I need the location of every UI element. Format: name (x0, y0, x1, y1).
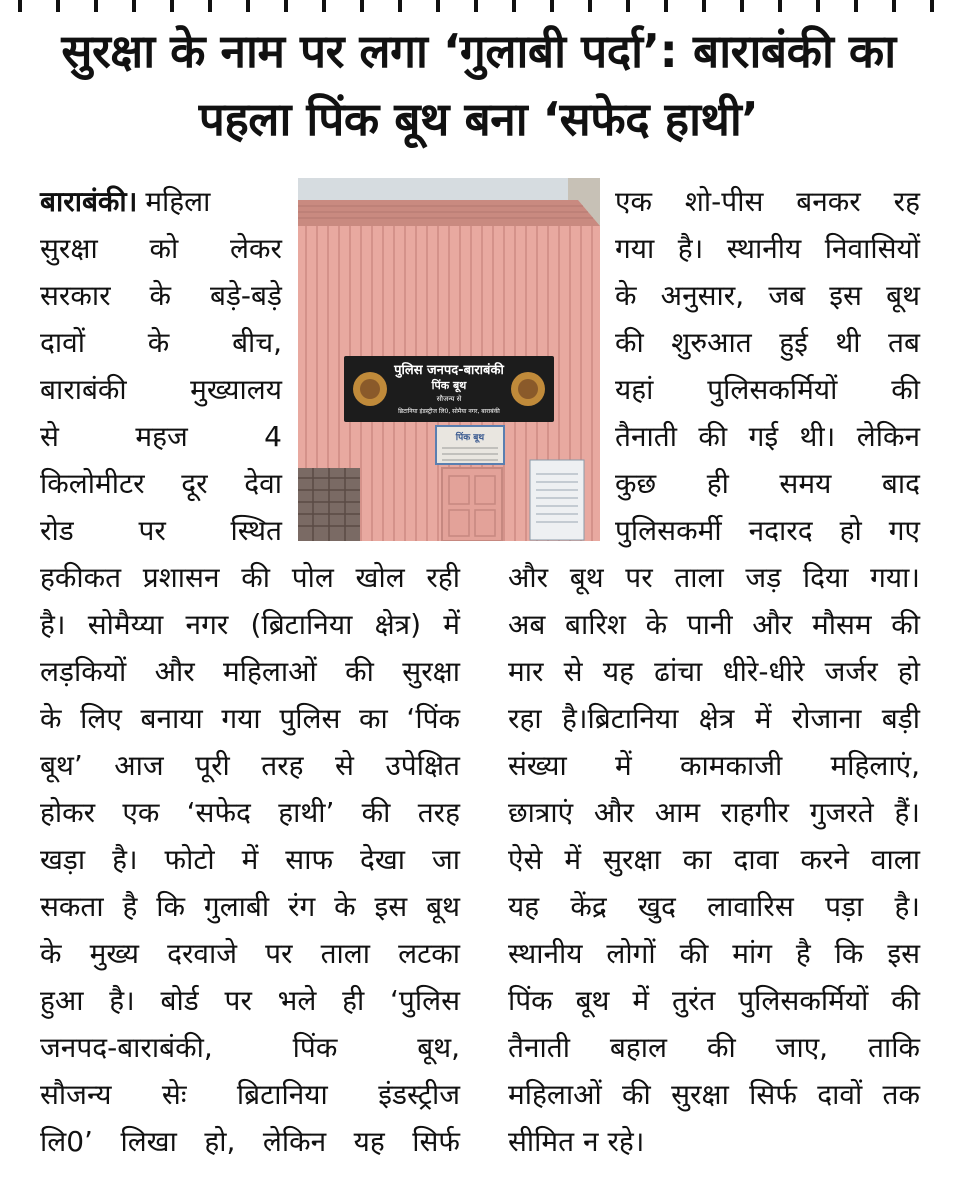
article-line (40, 836, 460, 883)
article-line (40, 413, 282, 460)
article-line (40, 742, 460, 789)
article-line (508, 1118, 920, 1165)
article-line (40, 601, 460, 648)
article-line (508, 601, 920, 648)
article-line (40, 883, 460, 930)
article-line (40, 319, 282, 366)
article-line-text: पुलिसकर्मी नदारद हो गए (615, 514, 920, 547)
article-line (508, 930, 920, 977)
border-tick (664, 0, 668, 12)
article-line-text: सरकार के बड़े-बड़े (40, 279, 282, 312)
article-line (508, 695, 920, 742)
article-line-text: बाराबंकी मुख्यालय (40, 373, 282, 406)
article-line (40, 272, 282, 319)
article-line (40, 1118, 460, 1165)
article-line (40, 695, 460, 742)
article-line-text: हुआ है। बोर्ड पर भले ही ‘पुलिस (40, 984, 460, 1017)
article-line-text: सुरक्षा को लेकर (40, 232, 282, 265)
article-line (40, 648, 460, 695)
article-line (615, 225, 920, 272)
article-line-text: सौजन्य सेः ब्रिटानिया इंडस्ट्रीज (40, 1078, 460, 1111)
article-line (615, 319, 920, 366)
sign-text-2: पिंक बूथ (431, 379, 467, 392)
border-tick (18, 0, 22, 12)
border-tick (892, 0, 896, 12)
article-line (508, 836, 920, 883)
border-tick (360, 0, 364, 12)
article-line (508, 554, 920, 601)
article-line (508, 1024, 920, 1071)
article-line (615, 366, 920, 413)
article-line-text: होकर एक ‘सफेद हाथी’ की तरह (40, 796, 460, 829)
border-tick (322, 0, 326, 12)
border-tick (436, 0, 440, 12)
page-top-border (0, 0, 957, 18)
door-notice-text: पिंक बूथ (455, 433, 485, 443)
border-tick (398, 0, 402, 12)
article-line-text: तैनाती बहाल की जाए, ताकि (508, 1031, 920, 1064)
article-line-text: एक शो-पीस बनकर रह (615, 185, 920, 218)
article-line-text: छात्राएं और आम राहगीर गुजरते हैं। (508, 796, 920, 829)
door-notice (436, 426, 504, 464)
article-line-text: के मुख्य दरवाजे पर ताला लटका (40, 937, 460, 970)
border-tick (550, 0, 554, 12)
border-tick (930, 0, 934, 12)
article-line (615, 460, 920, 507)
article-line-text: लड़कियों और महिलाओं की सुरक्षा (40, 655, 460, 688)
border-tick (512, 0, 516, 12)
article-line (508, 648, 920, 695)
article-line (508, 883, 920, 930)
border-tick (816, 0, 820, 12)
article-line (40, 789, 460, 836)
article-line-text: रोड पर स्थित (40, 514, 282, 547)
article-line-text: जनपद-बाराबंकी, पिंक बूथ, (40, 1031, 460, 1064)
article-line (40, 507, 282, 554)
article-line-text: की शुरुआत हुई थी तब (615, 326, 920, 359)
border-tick (208, 0, 212, 12)
article-line-text: स्थानीय लोगों की मांग है कि इस (508, 937, 920, 970)
article-line (615, 272, 920, 319)
border-tick (56, 0, 60, 12)
article-line-text: रहा है।ब्रिटानिया क्षेत्र में रोजाना बड़ी (508, 702, 920, 735)
article-line-text: हकीकत प्रशासन की पोल खोल रही (40, 561, 460, 594)
article-line (40, 225, 282, 272)
article-line-text: पिंक बूथ में तुरंत पुलिसकर्मियों की (508, 984, 920, 1017)
sign-text-4: ब्रिटानिया इंडस्ट्रीज लि0, सोमैया नगर, बाराबंकी (398, 408, 500, 415)
article-line (508, 789, 920, 836)
sign-text-3: सौजन्य से (436, 395, 462, 403)
border-tick (170, 0, 174, 12)
column-1-top (40, 178, 282, 554)
article-line-text: संख्या में कामकाजी महिलाएं, (508, 749, 920, 782)
article-line (508, 977, 920, 1024)
sign-text-1: पुलिस जनपद-बाराबंकी (394, 363, 504, 378)
article-line (40, 930, 460, 977)
article-line (40, 366, 282, 413)
article-line-text: सीमित न रहे। (508, 1125, 645, 1158)
article-line-text: सकता है कि गुलाबी रंग के इस बूथ (40, 890, 460, 923)
article-line-text: यहां पुलिसकर्मियों की (615, 373, 920, 406)
article-line-text: के अनुसार, जब इस बूथ (615, 279, 920, 312)
article-line-text: किलोमीटर दूर देवा (40, 467, 282, 500)
article-line (508, 742, 920, 789)
article-line-text: और बूथ पर ताला जड़ दिया गया। (508, 561, 920, 594)
article-line-text: है। सोमैय्या नगर (ब्रिटानिया क्षेत्र) में (40, 608, 460, 641)
article-line (40, 1071, 460, 1118)
article-line-text: महिला (145, 185, 211, 218)
article-line-text: दावों के बीच, (40, 326, 282, 359)
border-tick (854, 0, 858, 12)
article-line (40, 1024, 460, 1071)
article-line (615, 178, 920, 225)
border-tick (474, 0, 478, 12)
article-line-text: मार से यह ढांचा धीरे-धीरे जर्जर हो (508, 655, 920, 688)
pink-booth-photo (298, 178, 600, 541)
article-line (40, 977, 460, 1024)
article-line-text: गया है। स्थानीय निवासियों (615, 232, 920, 265)
article-line (615, 507, 920, 554)
article-line (40, 178, 282, 225)
article-line-text: ऐसे में सुरक्षा का दावा करने वाला (508, 843, 920, 876)
article-line (615, 413, 920, 460)
border-tick (740, 0, 744, 12)
wall-notice (530, 460, 584, 540)
border-tick (588, 0, 592, 12)
border-tick (778, 0, 782, 12)
border-tick (94, 0, 98, 12)
article-line-text: बूथ’ आज पूरी तरह से उपेक्षित (40, 749, 460, 782)
article-line-text: कुछ ही समय बाद (615, 467, 920, 500)
article-line-text: खड़ा है। फोटो में साफ देखा जा (40, 843, 460, 876)
article-line-text: लि0’ लिखा हो, लेकिन यह सिर्फ (40, 1125, 460, 1158)
article-line (40, 460, 282, 507)
column-2-bottom (508, 554, 920, 1165)
column-1-bottom (40, 554, 460, 1165)
border-tick (284, 0, 288, 12)
headline-line-2: पहला पिंक बूथ बना ‘सफेद हाथी’ (198, 92, 759, 146)
border-tick (132, 0, 136, 12)
border-tick (702, 0, 706, 12)
article-line (40, 554, 460, 601)
border-tick (626, 0, 630, 12)
booth-roof (298, 200, 600, 226)
dateline: बाराबंकी। (40, 185, 138, 218)
article-line-text: से महज 4 (40, 420, 282, 453)
article-line (508, 1071, 920, 1118)
border-tick (246, 0, 250, 12)
article-line-text: यह केंद्र खुद लावारिस पड़ा है। (508, 890, 920, 923)
headline-line-1: सुरक्षा के नाम पर लगा ‘गुलाबी पर्दा’: बाराबंकी का (61, 24, 896, 78)
article-line-text: के लिए बनाया गया पुलिस का ‘पिंक (40, 702, 460, 735)
article-line-text: अब बारिश के पानी और मौसम की (508, 608, 920, 641)
article-line-text: तैनाती की गई थी। लेकिन (615, 420, 920, 453)
article-line-text: महिलाओं की सुरक्षा सिर्फ दावों तक (508, 1078, 920, 1111)
column-2-top (615, 178, 920, 554)
